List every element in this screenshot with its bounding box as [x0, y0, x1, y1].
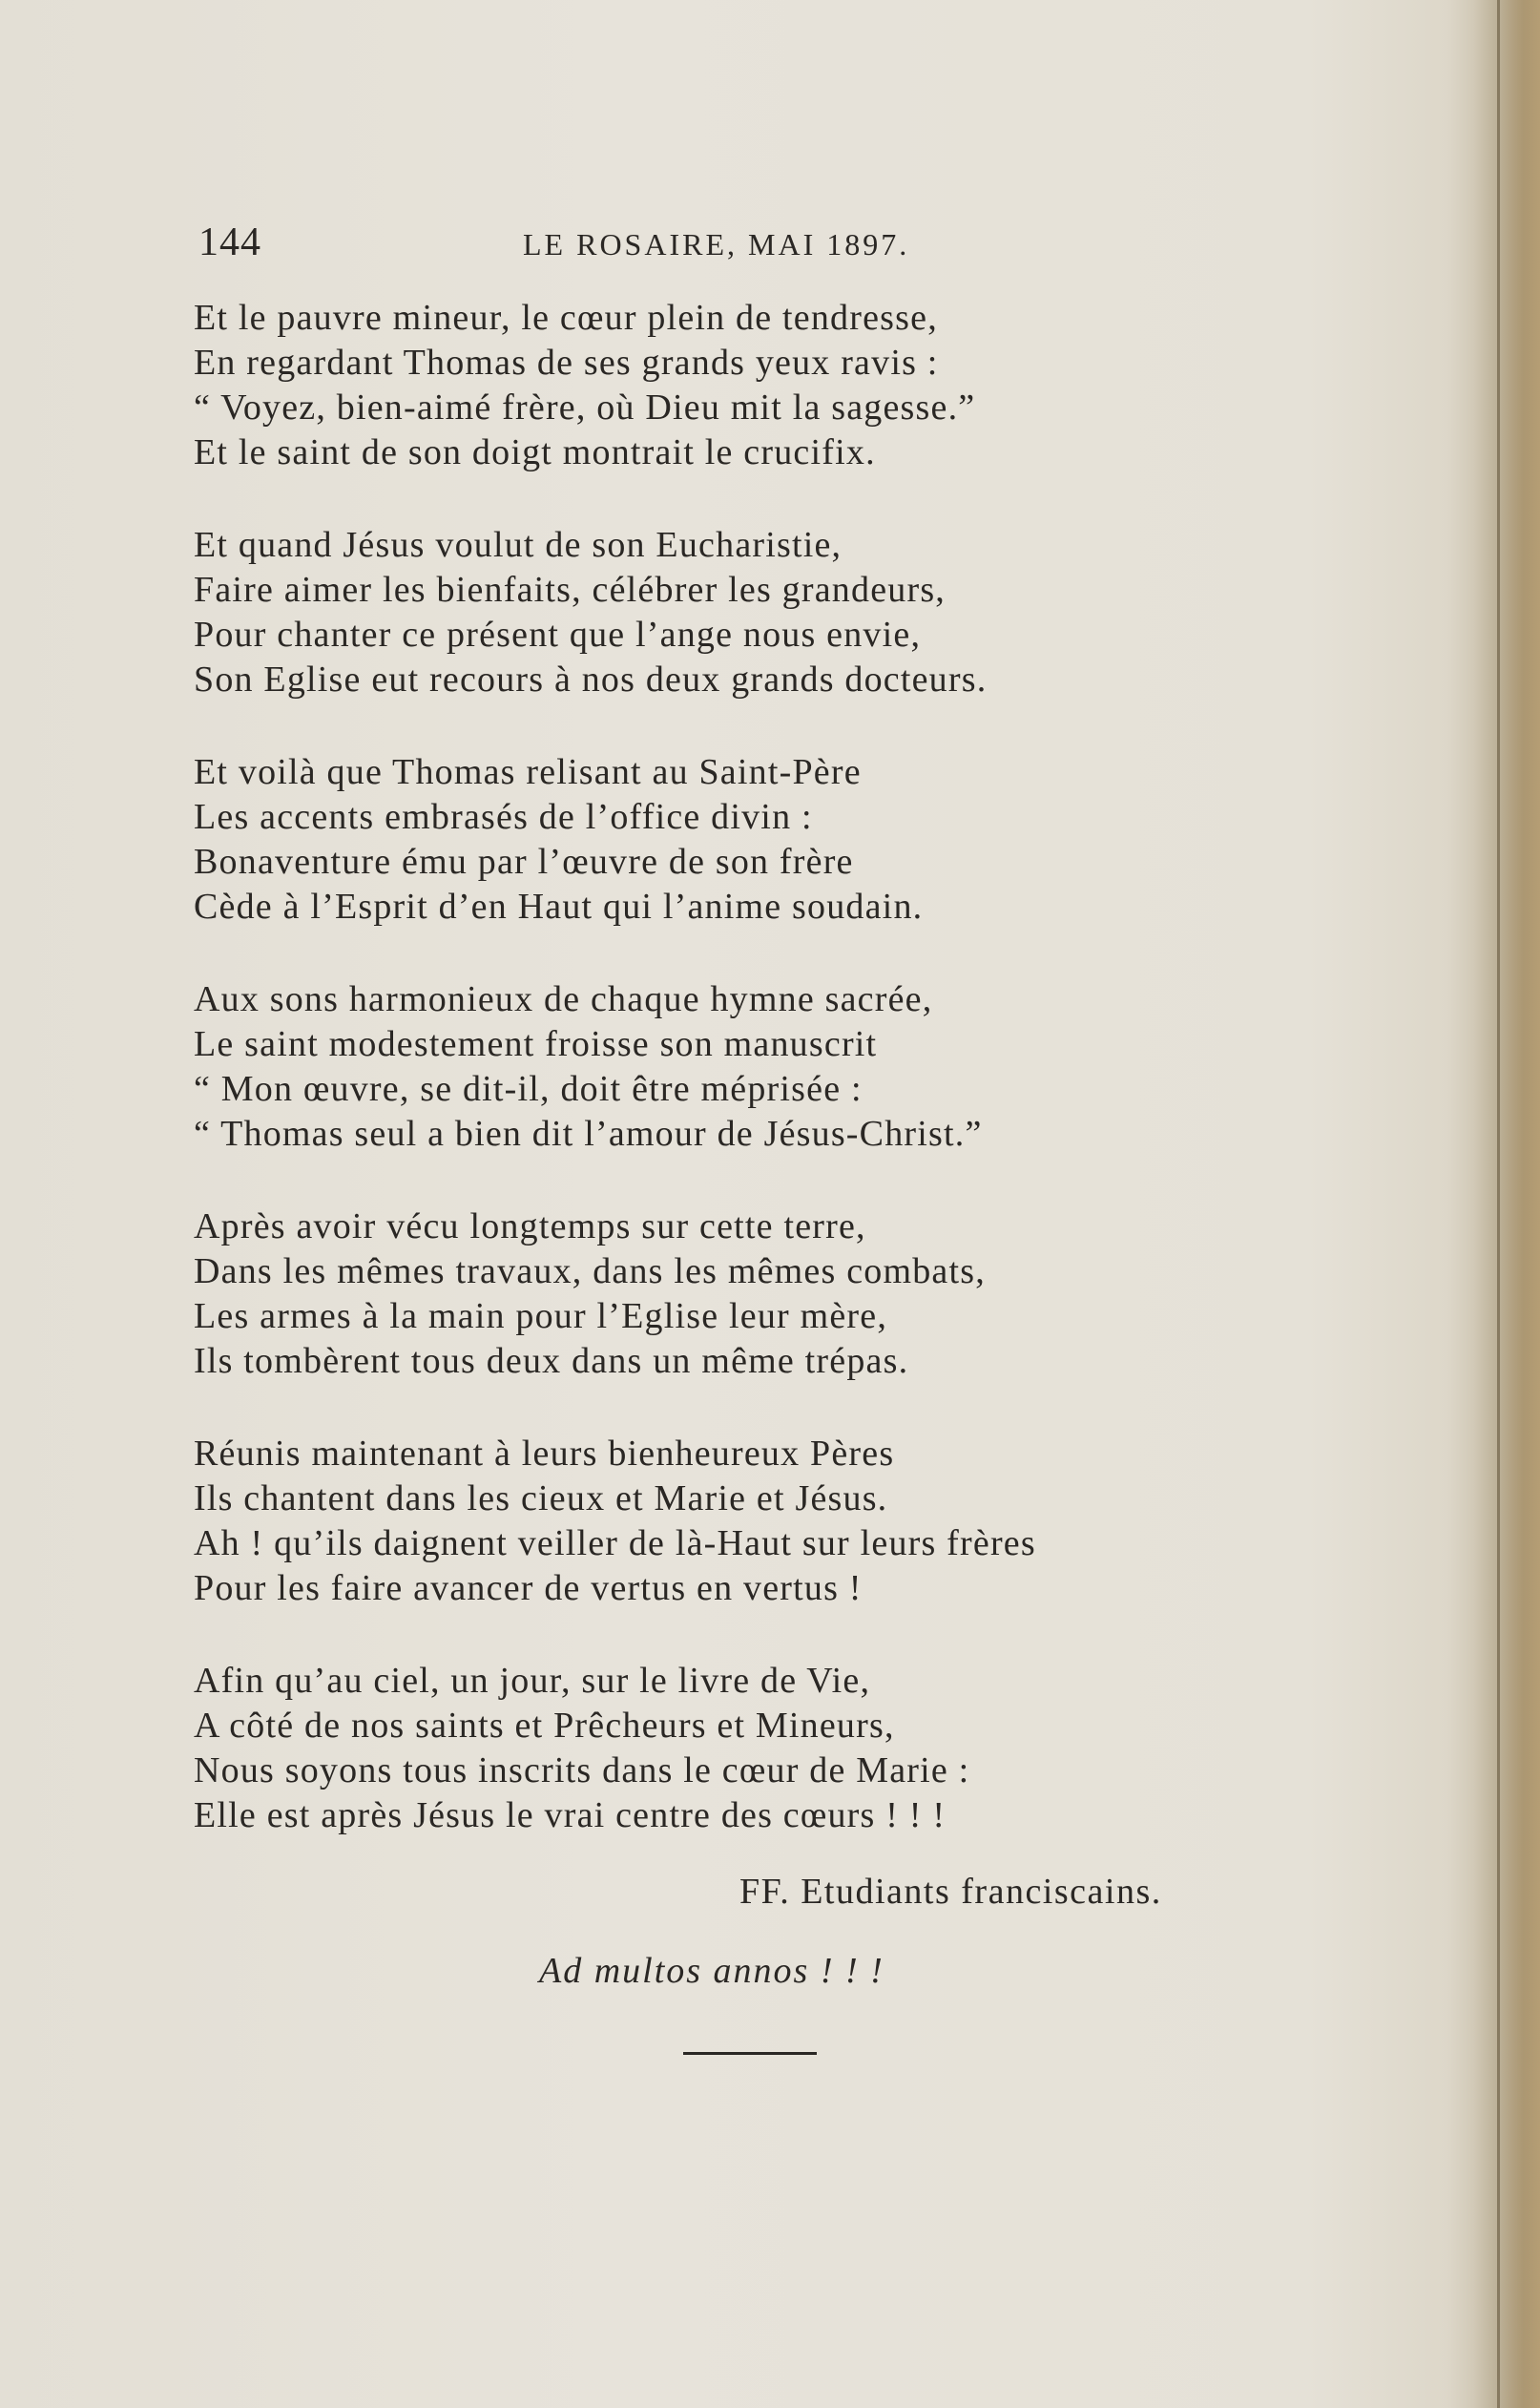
- end-rule-divider: [683, 2052, 817, 2055]
- verse-line: Aux sons harmonieux de chaque hymne sacrée,: [194, 979, 933, 1019]
- verse-line: Pour les faire avancer de vertus en vertus !: [194, 1568, 863, 1608]
- verse-line: Nous soyons tous inscrits dans le cœur de Marie :: [194, 1750, 970, 1790]
- verse-line: Et quand Jésus voulut de son Eucharistie,: [194, 525, 843, 565]
- verse-line: Et le saint de son doigt montrait le crucifix.: [194, 432, 876, 472]
- verse-line: Dans les mêmes travaux, dans les mêmes combats,: [194, 1251, 986, 1291]
- verse-line: “ Mon œuvre, se dit-il, doit être méprisée :: [194, 1069, 863, 1109]
- stanza-5: [194, 1204, 1281, 1384]
- verse-line: Le saint modestement froisse son manuscrit: [194, 1024, 878, 1064]
- page-edge-shadow: [1473, 0, 1540, 2408]
- verse-line: Les armes à la main pour l’Eglise leur mère,: [194, 1296, 888, 1336]
- verse-line: Ils tombèrent tous deux dans un même trépas.: [194, 1341, 909, 1381]
- poem: [194, 296, 1281, 1886]
- running-head: [198, 220, 1172, 277]
- stanza-2: [194, 523, 1281, 702]
- verse-line: Faire aimer les bienfaits, célébrer les grandeurs,: [194, 570, 947, 610]
- stanza-7: [194, 1659, 1281, 1838]
- verse-line: Pour chanter ce présent que l’ange nous envie,: [194, 615, 922, 655]
- verse-line: Afin qu’au ciel, un jour, sur le livre de Vie,: [194, 1661, 871, 1701]
- closing-motto: Ad multos annos ! ! !: [539, 1951, 884, 1991]
- stanza-4: [194, 977, 1281, 1157]
- verse-line: Son Eglise eut recours à nos deux grands docteurs.: [194, 660, 988, 700]
- verse-line: Après avoir vécu longtemps sur cette terre,: [194, 1206, 866, 1246]
- verse-line: Cède à l’Esprit d’en Haut qui l’anime soudain.: [194, 887, 924, 927]
- verse-line: Les accents embrasés de l’office divin :: [194, 797, 813, 837]
- verse-line: “ Thomas seul a bien dit l’amour de Jésus-Christ.”: [194, 1114, 983, 1154]
- author-signature: FF. Etudiants franciscains.: [739, 1872, 1162, 1912]
- verse-line: Ils chantent dans les cieux et Marie et Jésus.: [194, 1478, 888, 1518]
- running-title: LE ROSAIRE, MAI 1897.: [523, 227, 910, 262]
- page-binding-line: [1497, 0, 1500, 2408]
- verse-line: Et voilà que Thomas relisant au Saint-Père: [194, 752, 862, 792]
- verse-line: Et le pauvre mineur, le cœur plein de tendresse,: [194, 298, 938, 338]
- verse-line: Réunis maintenant à leurs bienheureux Pères: [194, 1434, 895, 1474]
- verse-line: Ah ! qu’ils daignent veiller de là-Haut sur leurs frères: [194, 1523, 1036, 1563]
- verse-line: En regardant Thomas de ses grands yeux ravis :: [194, 343, 939, 383]
- verse-line: “ Voyez, bien-aimé frère, où Dieu mit la sagesse.”: [194, 387, 976, 428]
- verse-line: Bonaventure ému par l’œuvre de son frère: [194, 842, 854, 882]
- verse-line: A côté de nos saints et Prêcheurs et Mineurs,: [194, 1706, 895, 1746]
- page-number: 144: [198, 220, 261, 264]
- stanza-6: [194, 1432, 1281, 1611]
- verse-line: Elle est après Jésus le vrai centre des cœurs ! ! !: [194, 1795, 947, 1835]
- stanza-1: [194, 296, 1281, 475]
- stanza-3: [194, 750, 1281, 930]
